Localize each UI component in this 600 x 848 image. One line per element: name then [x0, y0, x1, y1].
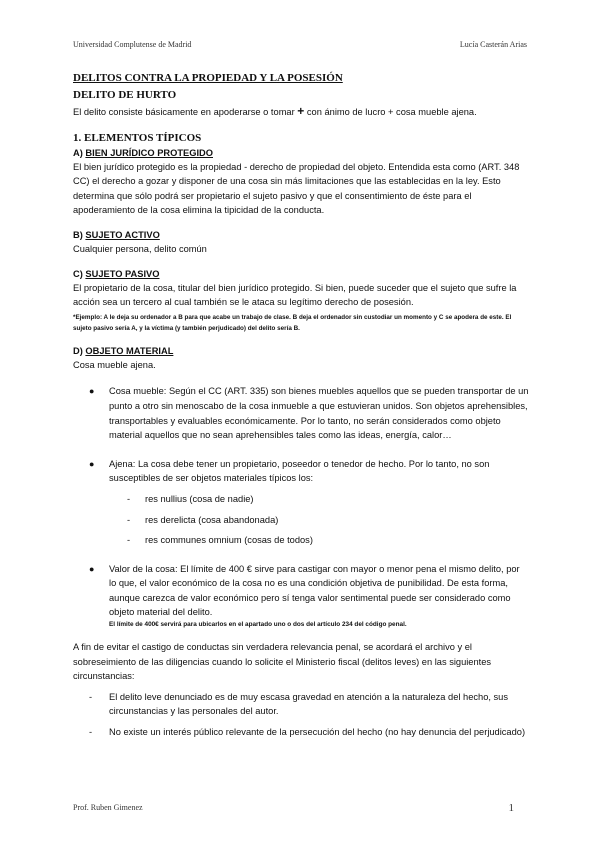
section-heading: 1. ELEMENTOS TÍPICOS — [73, 131, 202, 144]
header-institution: Universidad Complutense de Madrid — [73, 40, 192, 49]
example-note: *Ejemplo: A le deja su ordenador a B para que acabe un trabajo de clase. B deja el ordenador sin custodiar un momento y C se apodera de este. El sujeto pasivo sería A, y la víctima (y también perjudicado) del delito sería B. — [73, 313, 512, 332]
sub-list — [109, 492, 529, 548]
paragraph-sujeto-activo: Cualquier persona, delito común — [73, 243, 207, 254]
dash-icon: - — [127, 514, 131, 525]
page-number: 1 — [508, 802, 514, 814]
sub-list-item: - res derelicta (cosa abandonada) — [109, 513, 529, 528]
paragraph-bien-juridico: El bien jurídico protegido es la propiedad - derecho de propiedad del objeto. Entendida esta como (ART. 348 CC) el derecho a gozar y disponer de una cosa sin más limitaciones que las establecidas en la ley. Esto determina que sólo podrá ser propietario el sujeto pasivo y que el consentimiento de éste para el apoderamiento de la cosa elimina la tipicidad de la conducta. — [73, 161, 520, 216]
sub-list-item: - res nullius (cosa de nadie) — [109, 492, 529, 507]
plus-sign: + — [297, 104, 305, 118]
dash-icon: - — [89, 691, 93, 702]
closing-paragraph: A fin de evitar el castigo de conductas sin verdadera relevancia penal, se acordará el archivo y el sobreseimiento de las diligencias cuando lo solicite el Ministerio fiscal (delitos leves) en las siguientes circunstancias: — [73, 642, 492, 682]
sub-list-item: - res communes omnium (cosas de todos) — [109, 533, 529, 548]
footer-professor: Prof. Ruben Gimenez — [73, 803, 143, 812]
list-item: ● Valor de la cosa: El límite de 400 € sirve para castigar con mayor o menor pena el mismo delito, por lo que, el valor económico de la cosa no es una condición objetiva de punibilidad. De esta forma, aunque carezca de valor económico pero sí tenga valor sentimental puede ser considerado como objeto material del delito. El límite de 400€ servirá para ubicarlos en el apartado uno o dos del artículo 234 del código penal. — [73, 562, 529, 630]
heading-objeto-material: D) OBJETO MATERIAL — [73, 345, 174, 356]
dash-icon: - — [127, 535, 131, 546]
bullet-list — [73, 384, 529, 630]
dash-icon: - — [89, 727, 93, 738]
heading-sujeto-pasivo: C) SUJETO PASIVO — [73, 268, 160, 279]
list-item: ● Ajena: La cosa debe tener un propietario, poseedor o tenedor de hecho. Por lo tanto, no son susceptibles de ser objetos materiales típicos los: - res nullius (cosa de nadie) - res derelicta (cosa abandonada) - res communes omnium (cosas de todos) — [73, 457, 529, 548]
list-item: ● Cosa mueble: Según el CC (ART. 335) son bienes muebles aquellos que se pueden transportar de un punto a otro sin menoscabo de la cosa inmueble a que estuvieran unidos. Son objetos aprehensibles, transportables y evaluables económicamente. Por lo tanto, no serán considerados como objeto material aquellos que no sean aprehensibles tales como las ideas, energía, calor… — [89, 386, 529, 441]
dash-icon: - — [127, 493, 131, 504]
header-author: Lucía Casterán Arias — [459, 40, 527, 49]
intro-paragraph: El delito consiste básicamente en apoderarse o tomar + con ánimo de lucro + cosa mueble ajena. — [73, 104, 477, 118]
value-limit-note: El límite de 400€ servirá para ubicarlos en el apartado uno o dos del artículo 234 del código penal. — [109, 621, 407, 629]
heading-sujeto-activo: B) SUJETO ACTIVO — [73, 229, 160, 240]
paragraph-objeto-material: Cosa mueble ajena. — [73, 359, 156, 370]
bullet-icon: ● — [89, 386, 95, 397]
document-body — [73, 72, 529, 746]
subtitle: DELITO DE HURTO — [73, 89, 177, 101]
list-item: - El delito leve denunciado es de muy escasa gravedad en atención a la naturaleza del hecho, sus circunstancias y las personales del autor. — [89, 691, 508, 717]
heading-bien-juridico: A) BIEN JURÍDICO PROTEGIDO — [73, 147, 213, 158]
list-item: - No existe un interés público relevante de la persecución del hecho (no hay denuncia del perjudicado) — [73, 725, 529, 740]
page-title: DELITOS CONTRA LA PROPIEDAD Y LA POSESIÓN — [73, 72, 343, 84]
paragraph-sujeto-pasivo: El propietario de la cosa, titular del bien jurídico protegido. Si bien, puede suceder que el sujeto que sufre la acción sea un tercero al cual también se le ataca su legítimo derecho de posesión. — [73, 282, 517, 308]
closing-list — [73, 690, 529, 740]
bullet-icon: ● — [89, 458, 95, 469]
bullet-icon: ● — [89, 563, 95, 574]
